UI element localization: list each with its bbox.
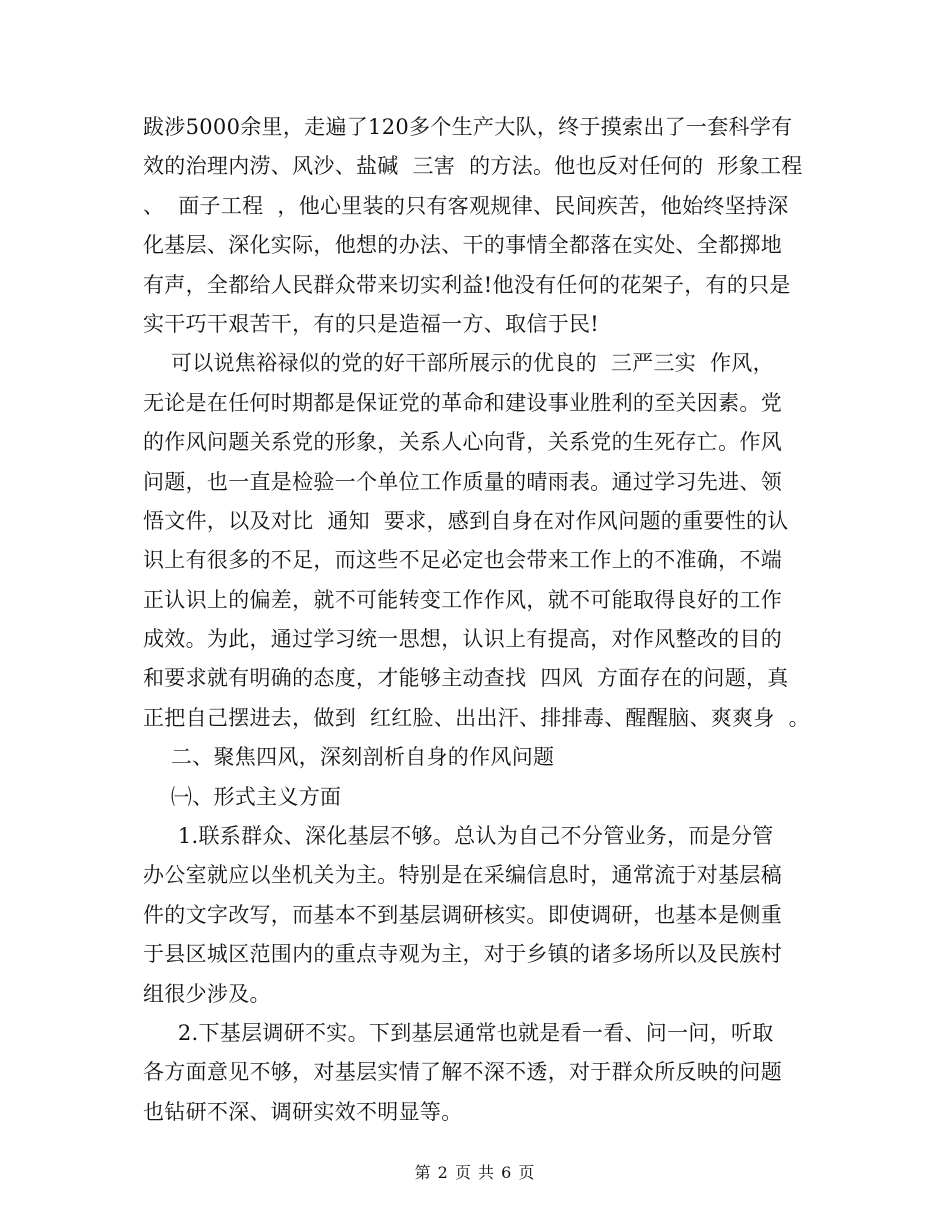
text-line: 有声，全都给人民群众带来切实利益!他没有任何的花架子，有的只是 (143, 272, 791, 297)
text-line: 和要求就有明确的态度，才能够主动查找 四风 方面存在的问题，真 (143, 666, 789, 691)
text-line: 的作风问题关系党的形象，关系人心向背，关系党的生死存亡。作风 (143, 430, 782, 455)
text-line: 正认识上的偏差，就不可能转变工作作风，就不可能取得良好的工作 (143, 587, 782, 612)
document-body (143, 108, 813, 1132)
text-line: 实干巧干艰苦干，有的只是造福一方、取信于民! (143, 311, 600, 336)
text-line: 办公室就应以坐机关为主。特别是在采编信息时，通常流于对基层稿 (143, 863, 782, 888)
text-line: 问题，也一直是检验一个单位工作质量的晴雨表。通过学习先进、领 (143, 469, 782, 494)
text-line: 于县区城区范围内的重点寺观为主，对于乡镇的诸多场所以及民族村 (143, 942, 782, 967)
text-line: 正把自己摆进去，做到 红红脸、出出汗、排排毒、醒醒脑、爽爽身 。 (143, 705, 810, 730)
page-number-footer: 第 2 页 共 6 页 (414, 1163, 536, 1182)
text-line: 2.下基层调研不实。下到基层通常也就是看一看、问一问，听取 (143, 1020, 774, 1045)
text-line: 无论是在任何时期都是保证党的革命和建设事业胜利的至关因素。党 (143, 390, 782, 415)
text-line: 成效。为此，通过学习统一思想，认识上有提高，对作风整改的目的 (143, 627, 782, 652)
text-line: 各方面意见不够，对基层实情了解不深不透，对于群众所反映的问题 (143, 1060, 782, 1085)
text-line: 跋涉5000余里，走遍了120多个生产大队，终于摸索出了一套科学有 (143, 115, 793, 139)
text-line: 可以说焦裕禄似的党的好干部所展示的优良的 三严三实 作风， (143, 351, 774, 376)
text-line: 识上有很多的不足，而这些不足必定也会带来工作上的不准确，不端 (143, 548, 782, 573)
text-line: 件的文字改写，而基本不到基层调研核实。即使调研，也基本是侧重 (143, 902, 782, 927)
text-line: 组很少涉及。 (143, 981, 271, 1006)
subsection-heading: ㈠、形式主义方面 (143, 784, 342, 809)
text-line: 、 面子工程 ，他心里装的只有客观规律、民间疾苦，他始终坚持深 (143, 193, 789, 218)
text-line: 化基层、深化实际，他想的办法、干的事情全都落在实处、全都掷地 (143, 233, 782, 258)
section-heading: 二、聚焦四风，深刻剖析自身的作风问题 (143, 745, 555, 770)
text-line: 1.联系群众、深化基层不够。总认为自己不分管业务，而是分管 (143, 824, 774, 849)
text-line: 效的治理内涝、风沙、盐碱 三害 的方法。他也反对任何的 形象工程 (143, 154, 803, 179)
text-line: 也钻研不深、调研实效不明显等。 (143, 1099, 463, 1124)
text-line: 悟文件，以及对比 通知 要求，感到自身在对作风问题的重要性的认 (143, 508, 789, 533)
